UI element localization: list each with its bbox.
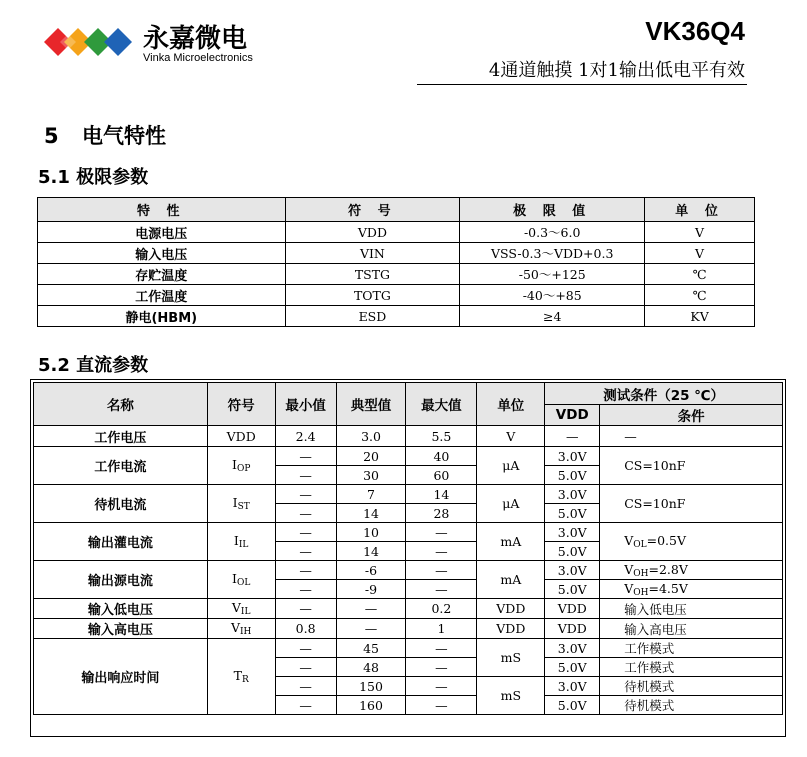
table-row <box>34 561 783 580</box>
cell-typ: -6 <box>336 561 406 580</box>
cell-min: — <box>275 447 336 466</box>
table-row <box>34 523 783 542</box>
cell-typ: 30 <box>336 466 406 485</box>
cell-unit: V <box>477 426 545 447</box>
section-heading <box>44 120 166 150</box>
cell-symbol: $I_{OP}$ <box>207 447 275 485</box>
cell-symbol: $T_R$ <box>207 639 275 715</box>
cell-value: -40～+85 <box>460 285 645 306</box>
cell-min: — <box>275 542 336 561</box>
col-header-min: 最小值 <box>275 383 336 426</box>
cell-name: 输入高电压 <box>34 619 208 639</box>
cell-vdd: 5.0V <box>545 542 600 561</box>
col-header-unit: 单 位 <box>645 198 755 222</box>
cell-vdd: VDD <box>545 619 600 639</box>
cell-cond: 待机模式 <box>600 696 783 715</box>
cell-vdd: 5.0V <box>545 466 600 485</box>
col-header-symbol: 符号 <box>207 383 275 426</box>
cell-min: 0.8 <box>275 619 336 639</box>
cell-name: 静电(HBM) <box>38 306 286 327</box>
col-header-vdd: VDD <box>545 405 600 426</box>
cell-name: 工作电流 <box>34 447 208 485</box>
cell-name: 输入电压 <box>38 243 286 264</box>
cell-cond: 输入低电压 <box>600 599 783 619</box>
table-row <box>34 619 783 639</box>
col-header-test: 测试条件（25 ℃） <box>545 383 783 405</box>
cell-max: — <box>406 580 477 599</box>
cell-typ: — <box>336 599 406 619</box>
table-row <box>34 426 783 447</box>
brand-name-cn: 永嘉微电 <box>143 24 248 54</box>
table-header-row <box>38 198 755 222</box>
cell-cond: CS=10nF <box>600 447 783 485</box>
brand-name-en: Vinka Microelectronics <box>143 52 253 64</box>
table-row <box>38 243 755 264</box>
chip-subtitle: 4通道触摸 1对1输出低电平有效 <box>488 60 745 81</box>
cell-min: — <box>275 504 336 523</box>
cell-symbol: $I_{OL}$ <box>207 561 275 599</box>
cell-typ: 20 <box>336 447 406 466</box>
col-header-characteristic: 特 性 <box>38 198 286 222</box>
cell-min: — <box>275 561 336 580</box>
cell-symbol: ESD <box>285 306 460 327</box>
cell-cond: $V_{OH}=2.8V$ <box>600 561 783 580</box>
cell-name: 输出灌电流 <box>34 523 208 561</box>
cell-value: -50～+125 <box>460 264 645 285</box>
cell-max: 1 <box>406 619 477 639</box>
col-header-unit: 单位 <box>477 383 545 426</box>
cell-unit: V <box>645 243 755 264</box>
section-title: 电气特性 <box>82 124 166 148</box>
col-header-cond: 条件 <box>600 405 783 426</box>
cell-symbol: TSTG <box>285 264 460 285</box>
cell-unit: μA <box>477 485 545 523</box>
cell-min: — <box>275 599 336 619</box>
cell-vdd: 5.0V <box>545 504 600 523</box>
dc-params-heading: 5.2 直流参数 <box>38 355 149 376</box>
cell-vdd: 5.0V <box>545 580 600 599</box>
cell-vdd: — <box>545 426 600 447</box>
cell-min: — <box>275 677 336 696</box>
cell-min: 2.4 <box>275 426 336 447</box>
absolute-ratings-table <box>37 197 755 327</box>
cell-unit: VDD <box>477 619 545 639</box>
cell-cond: 工作模式 <box>600 658 783 677</box>
cell-max: 60 <box>406 466 477 485</box>
cell-vdd: 3.0V <box>545 639 600 658</box>
cell-cond: 工作模式 <box>600 639 783 658</box>
cell-max: — <box>406 523 477 542</box>
cell-name: 输出响应时间 <box>34 639 208 715</box>
cell-max: — <box>406 561 477 580</box>
cell-name: 工作电压 <box>34 426 208 447</box>
cell-max: 28 <box>406 504 477 523</box>
col-header-name: 名称 <box>34 383 208 426</box>
cell-unit: ℃ <box>645 285 755 306</box>
chip-model: VK36Q4 <box>645 16 745 46</box>
cell-unit: KV <box>645 306 755 327</box>
cell-name: 电源电压 <box>38 222 286 243</box>
cell-vdd: 5.0V <box>545 696 600 715</box>
cell-min: — <box>275 696 336 715</box>
table-row <box>38 264 755 285</box>
cell-min: — <box>275 658 336 677</box>
cell-typ: 14 <box>336 504 406 523</box>
cell-vdd: VDD <box>545 599 600 619</box>
cell-unit: VDD <box>477 599 545 619</box>
cell-cond: — <box>600 426 783 447</box>
table-row <box>34 485 783 504</box>
cell-typ: 160 <box>336 696 406 715</box>
cell-symbol: TOTG <box>285 285 460 306</box>
cell-typ: 10 <box>336 523 406 542</box>
cell-max: — <box>406 542 477 561</box>
cell-min: — <box>275 580 336 599</box>
cell-unit: V <box>645 222 755 243</box>
cell-max: — <box>406 639 477 658</box>
cell-max: — <box>406 677 477 696</box>
cell-cond: $V_{OH}=4.5V$ <box>600 580 783 599</box>
cell-cond: 待机模式 <box>600 677 783 696</box>
cell-max: — <box>406 696 477 715</box>
dc-params-table <box>33 382 783 715</box>
cell-symbol: $V_{IL}$ <box>207 599 275 619</box>
cell-name: 工作温度 <box>38 285 286 306</box>
cell-cond: 输入高电压 <box>600 619 783 639</box>
cell-cond: $V_{OL}=0.5V$ <box>600 523 783 561</box>
cell-typ: 150 <box>336 677 406 696</box>
cell-vdd: 3.0V <box>545 447 600 466</box>
cell-unit: mS <box>477 639 545 677</box>
cell-typ: -9 <box>336 580 406 599</box>
cell-max: 14 <box>406 485 477 504</box>
cell-symbol: $V_{IH}$ <box>207 619 275 639</box>
cell-symbol: VDD <box>207 426 275 447</box>
col-header-limit: 极 限 值 <box>460 198 645 222</box>
cell-typ: 48 <box>336 658 406 677</box>
cell-name: 待机电流 <box>34 485 208 523</box>
cell-value: VSS-0.3～VDD+0.3 <box>460 243 645 264</box>
cell-unit: ℃ <box>645 264 755 285</box>
cell-min: — <box>275 485 336 504</box>
table-row <box>34 447 783 466</box>
cell-unit: mA <box>477 561 545 599</box>
cell-unit: mA <box>477 523 545 561</box>
cell-symbol: $I_{ST}$ <box>207 485 275 523</box>
cell-typ: 3.0 <box>336 426 406 447</box>
col-header-max: 最大值 <box>406 383 477 426</box>
section-number: 5 <box>44 124 59 148</box>
cell-min: — <box>275 466 336 485</box>
cell-name: 输出源电流 <box>34 561 208 599</box>
cell-vdd: 3.0V <box>545 677 600 696</box>
cell-value: ≥4 <box>460 306 645 327</box>
col-header-symbol: 符 号 <box>285 198 460 222</box>
cell-typ: — <box>336 619 406 639</box>
cell-vdd: 5.0V <box>545 658 600 677</box>
cell-value: -0.3～6.0 <box>460 222 645 243</box>
cell-max: 40 <box>406 447 477 466</box>
table-row <box>38 222 755 243</box>
cell-symbol: VIN <box>285 243 460 264</box>
table-row <box>34 639 783 658</box>
table-row <box>38 285 755 306</box>
col-header-typ: 典型值 <box>336 383 406 426</box>
table-row <box>34 599 783 619</box>
cell-vdd: 3.0V <box>545 485 600 504</box>
cell-unit: μA <box>477 447 545 485</box>
table-header-row <box>34 383 783 405</box>
cell-symbol: $I_{IL}$ <box>207 523 275 561</box>
cell-unit: mS <box>477 677 545 715</box>
cell-name: 输入低电压 <box>34 599 208 619</box>
cell-typ: 7 <box>336 485 406 504</box>
cell-max: 0.2 <box>406 599 477 619</box>
cell-cond: CS=10nF <box>600 485 783 523</box>
cell-typ: 14 <box>336 542 406 561</box>
cell-min: — <box>275 523 336 542</box>
cell-typ: 45 <box>336 639 406 658</box>
cell-name: 存贮温度 <box>38 264 286 285</box>
cell-vdd: 3.0V <box>545 523 600 542</box>
header-rule <box>417 84 747 85</box>
cell-max: 5.5 <box>406 426 477 447</box>
table-row <box>38 306 755 327</box>
cell-vdd: 3.0V <box>545 561 600 580</box>
cell-min: — <box>275 639 336 658</box>
abs-max-heading: 5.1 极限参数 <box>38 167 149 188</box>
cell-symbol: VDD <box>285 222 460 243</box>
cell-max: — <box>406 658 477 677</box>
